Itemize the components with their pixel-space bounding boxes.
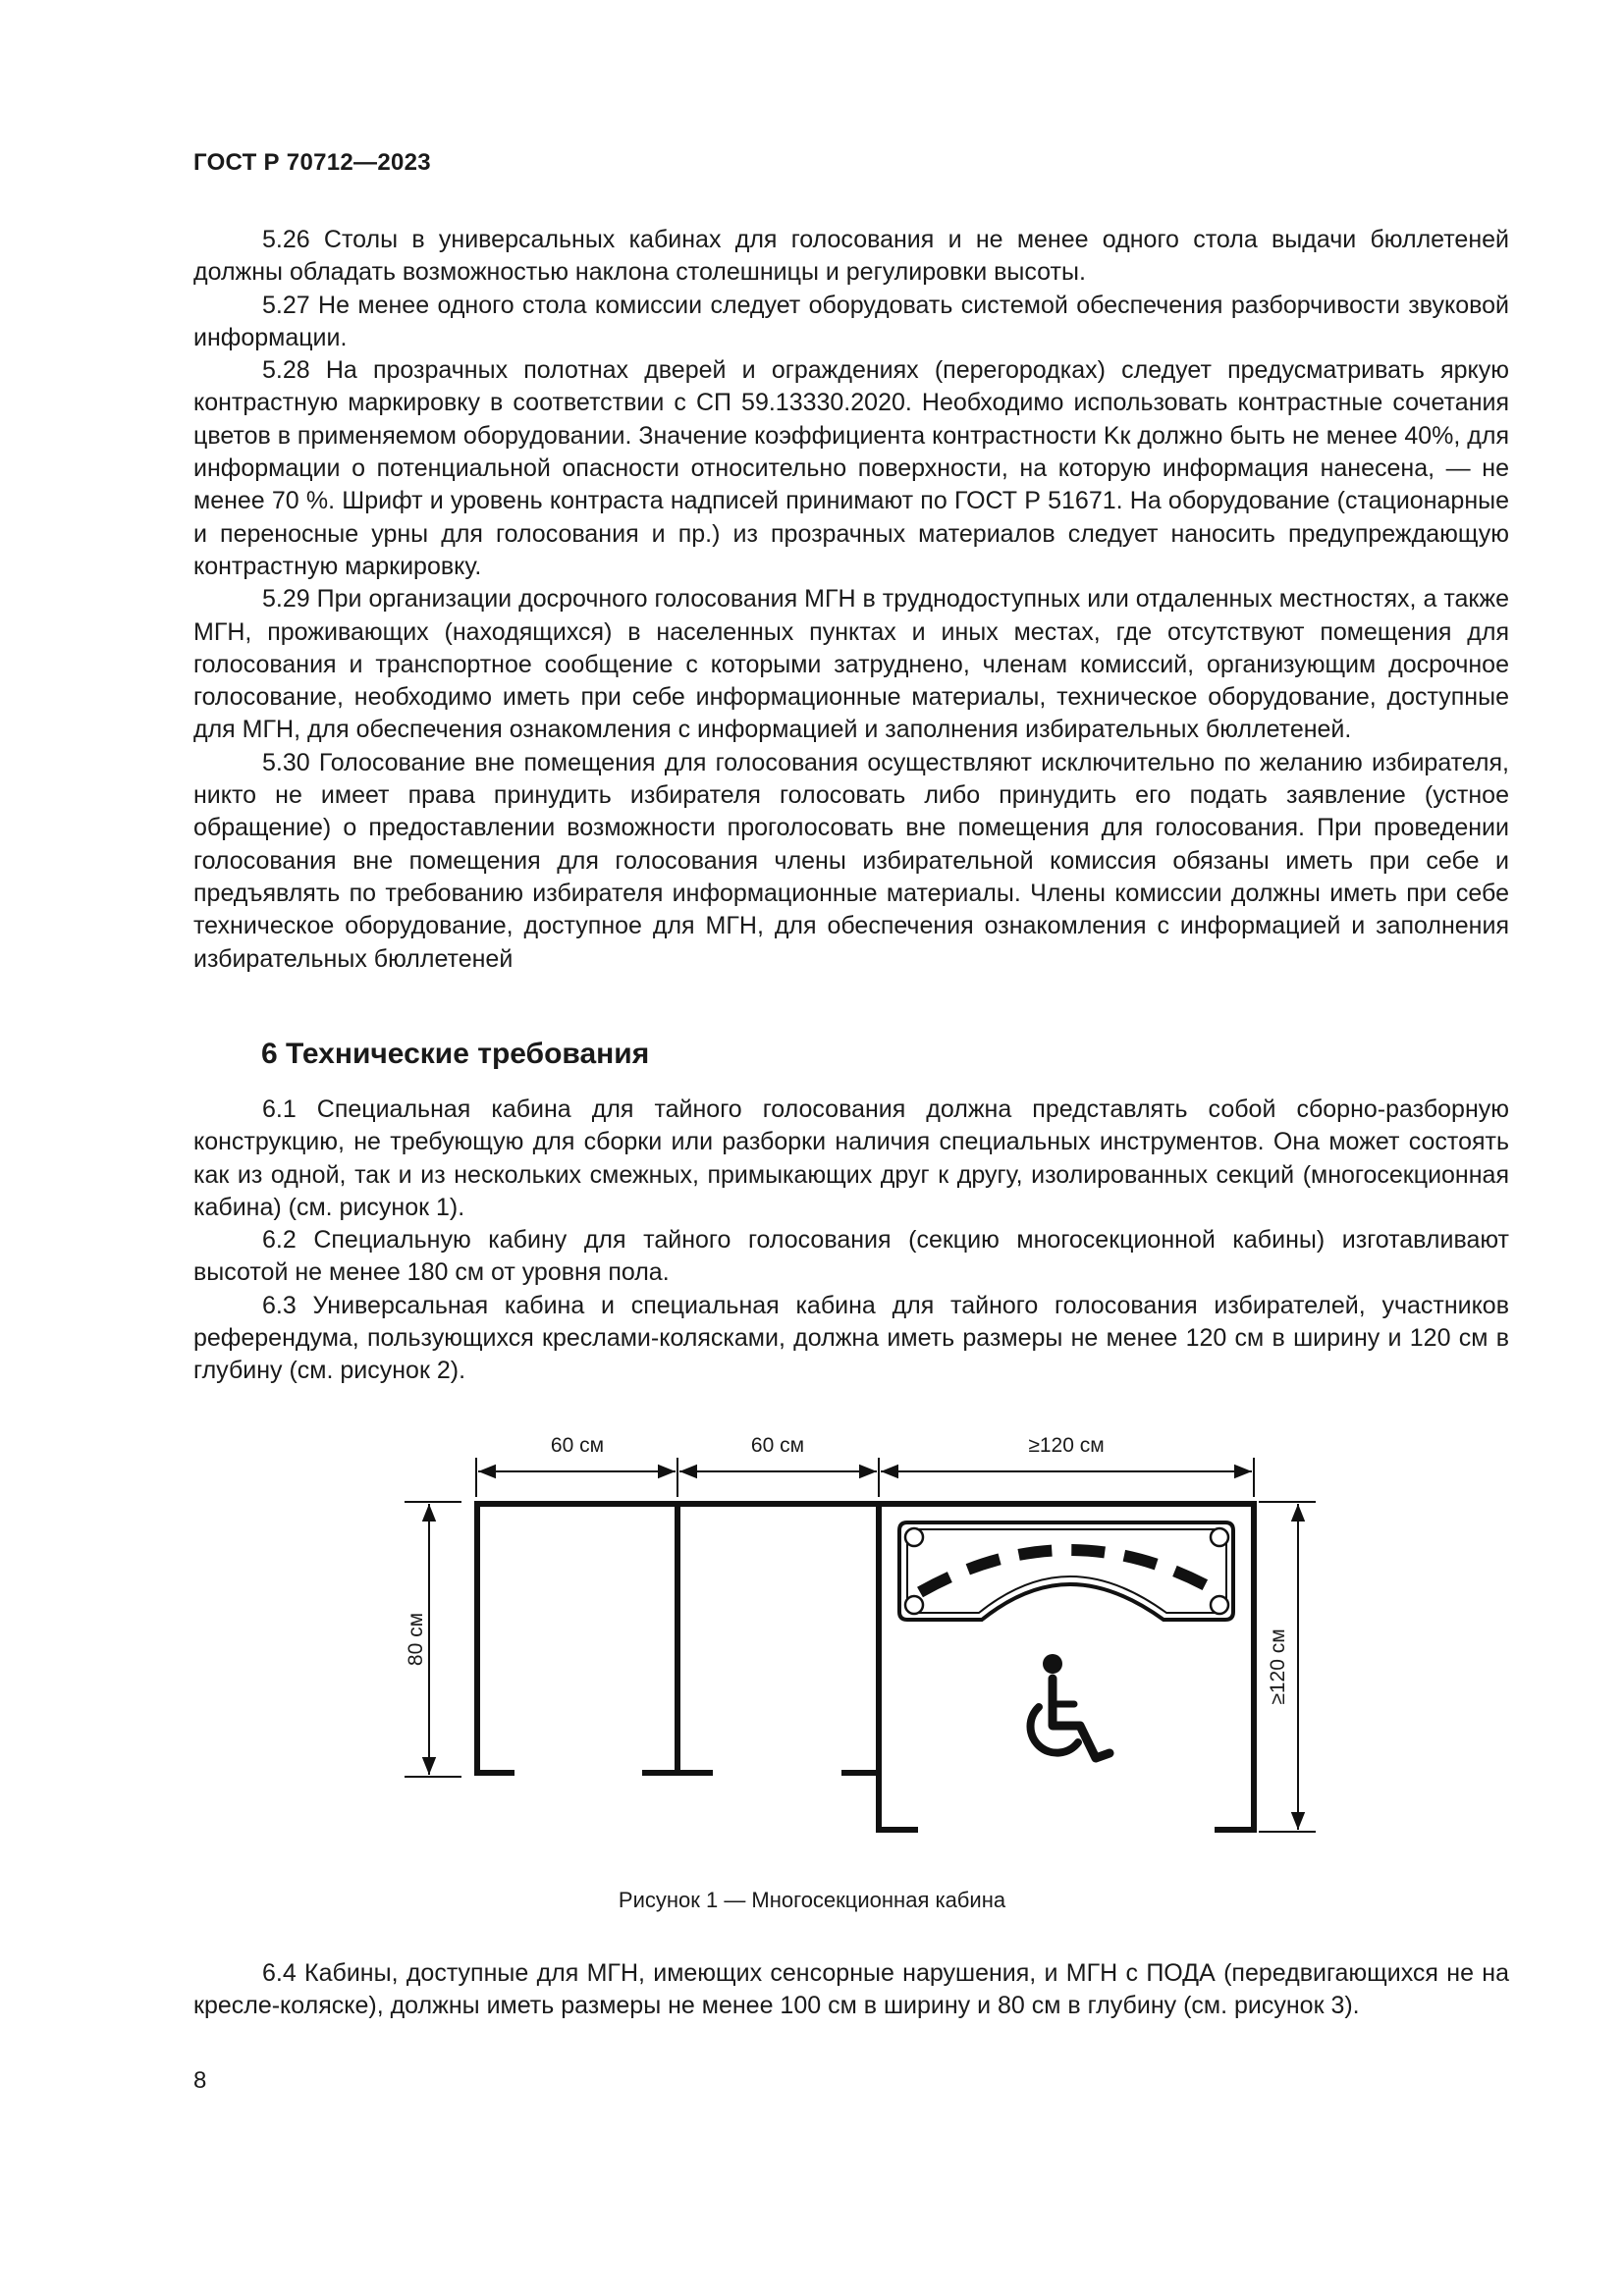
figure-caption: Рисунок 1 — Многосекционная кабина: [618, 1888, 1006, 1912]
dim-label-80: 80 см: [405, 1612, 427, 1667]
booth-plan-diagram: [0, 1414, 1624, 1855]
paragraph-6-1: 6.1 Специальная кабина для тайного голосования должна представлять собой сборно-разборную конструкцию, не требующую для сборки или разборки наличия специальных инструментов. Она может состоять как из одной, так и из нескольких смежных, примыкающих друг к другу, изолированных секций (многосекционная кабина) (см. рисунок 1).: [193, 1095, 1509, 1221]
paragraphs-mid: [193, 1094, 1509, 1388]
paragraph-6-3: 6.3 Универсальная кабина и специальная кабина для тайного голосования избирателей, участников референдума, пользующихся креслами-колясками, должна иметь размеры не менее 120 см в ширину и 120 см в глубину (см. рисунок 2).: [193, 1291, 1509, 1385]
figure-1-drawing: [0, 1414, 1624, 1855]
dim-label-60-1: 60 см: [550, 1434, 605, 1457]
paragraph-5-29: 5.29 При организации досрочного голосования МГН в труднодоступных или отдаленных местностях, а также МГН, проживающих (находящихся) в населенных пунктах и иных местах, где отсутствуют помещения для голосования и транспортное сообщение с которыми затруднено, членам комиссий, организующим досрочное голосование, необходимо иметь при себе информационные материалы, техническое оборудование, доступные для МГН, для обеспечения ознакомления с информацией и заполнения избирательных бюллетеней.: [193, 585, 1509, 744]
top-extension-lines: [476, 1458, 1254, 1497]
dim-label-60-2: 60 см: [750, 1434, 805, 1457]
dim-label-120-right: ≥120 см: [1267, 1629, 1289, 1705]
section-title: 6 Технические требования: [261, 1038, 650, 1070]
paragraph-6-2: 6.2 Специальную кабину для тайного голосования (секцию многосекционной кабины) изготавливают высотой не менее 180 см от уровня пола.: [193, 1226, 1509, 1287]
paragraph-6-4: 6.4 Кабины, доступные для МГН, имеющих сенсорные нарушения, и МГН с ПОДА (передвигающихся не на кресле-коляске), должны иметь размеры не менее 100 см в ширину и 80 см в глубину (см. рисунок 3).: [193, 1959, 1509, 2020]
wheelchair-accessibility-icon: [1031, 1654, 1110, 1758]
paragraph-5-26: 5.26 Столы в универсальных кабинах для голосования и не менее одного стола выдачи бюллетеней должны обладать возможностью наклона столешницы и регулировки высоты.: [193, 226, 1509, 287]
paragraphs-top: [193, 224, 1509, 976]
document-header: ГОСТ Р 70712—2023: [193, 149, 431, 176]
paragraph-5-27: 5.27 Не менее одного стола комиссии следует оборудовать системой обеспечения разборчивости звуковой информации.: [193, 291, 1509, 351]
paragraph-5-30: 5.30 Голосование вне помещения для голосования осуществляют исключительно по желанию избирателя, никто не имеет права принудить избирателя голосовать либо принудить его подать заявление (устное обращение) о предоставлении возможности проголосовать вне помещения для голосования. При проведении голосования вне помещения для голосования члены избирательной комиссия обязаны иметь при себе и предъявлять по требованию избирателя информационные материалы. Члены комиссии должны иметь при себе техническое оборудование, доступное для МГН, для обеспечения ознакомления с информацией и заполнения избирательных бюллетеней: [193, 748, 1509, 973]
accessible-table: [899, 1522, 1233, 1620]
dim-label-120-top: ≥120 см: [1028, 1434, 1105, 1457]
paragraph-5-28: 5.28 На прозрачных полотнах дверей и ограждениях (перегородках) следует предусматривать яркую контрастную маркировку в соответствии с СП 59.13330.2020. Необходимо использовать контрастные сочетания цветов в применяемом оборудовании. Значение коэффициента контрастности Kк должно быть не менее 40%, для информации о потенциальной опасности относительно поверхности, на которую информация нанесена, — не менее 70 %. Шрифт и уровень контраста надписей принимают по ГОСТ Р 51671. На оборудование (стационарные и переносные урны для голосования и пр.) из прозрачных материалов следует наносить предупреждающую контрастную маркировку.: [193, 356, 1509, 580]
paragraphs-bottom: [193, 1957, 1509, 2023]
page-number: 8: [193, 2067, 207, 2094]
